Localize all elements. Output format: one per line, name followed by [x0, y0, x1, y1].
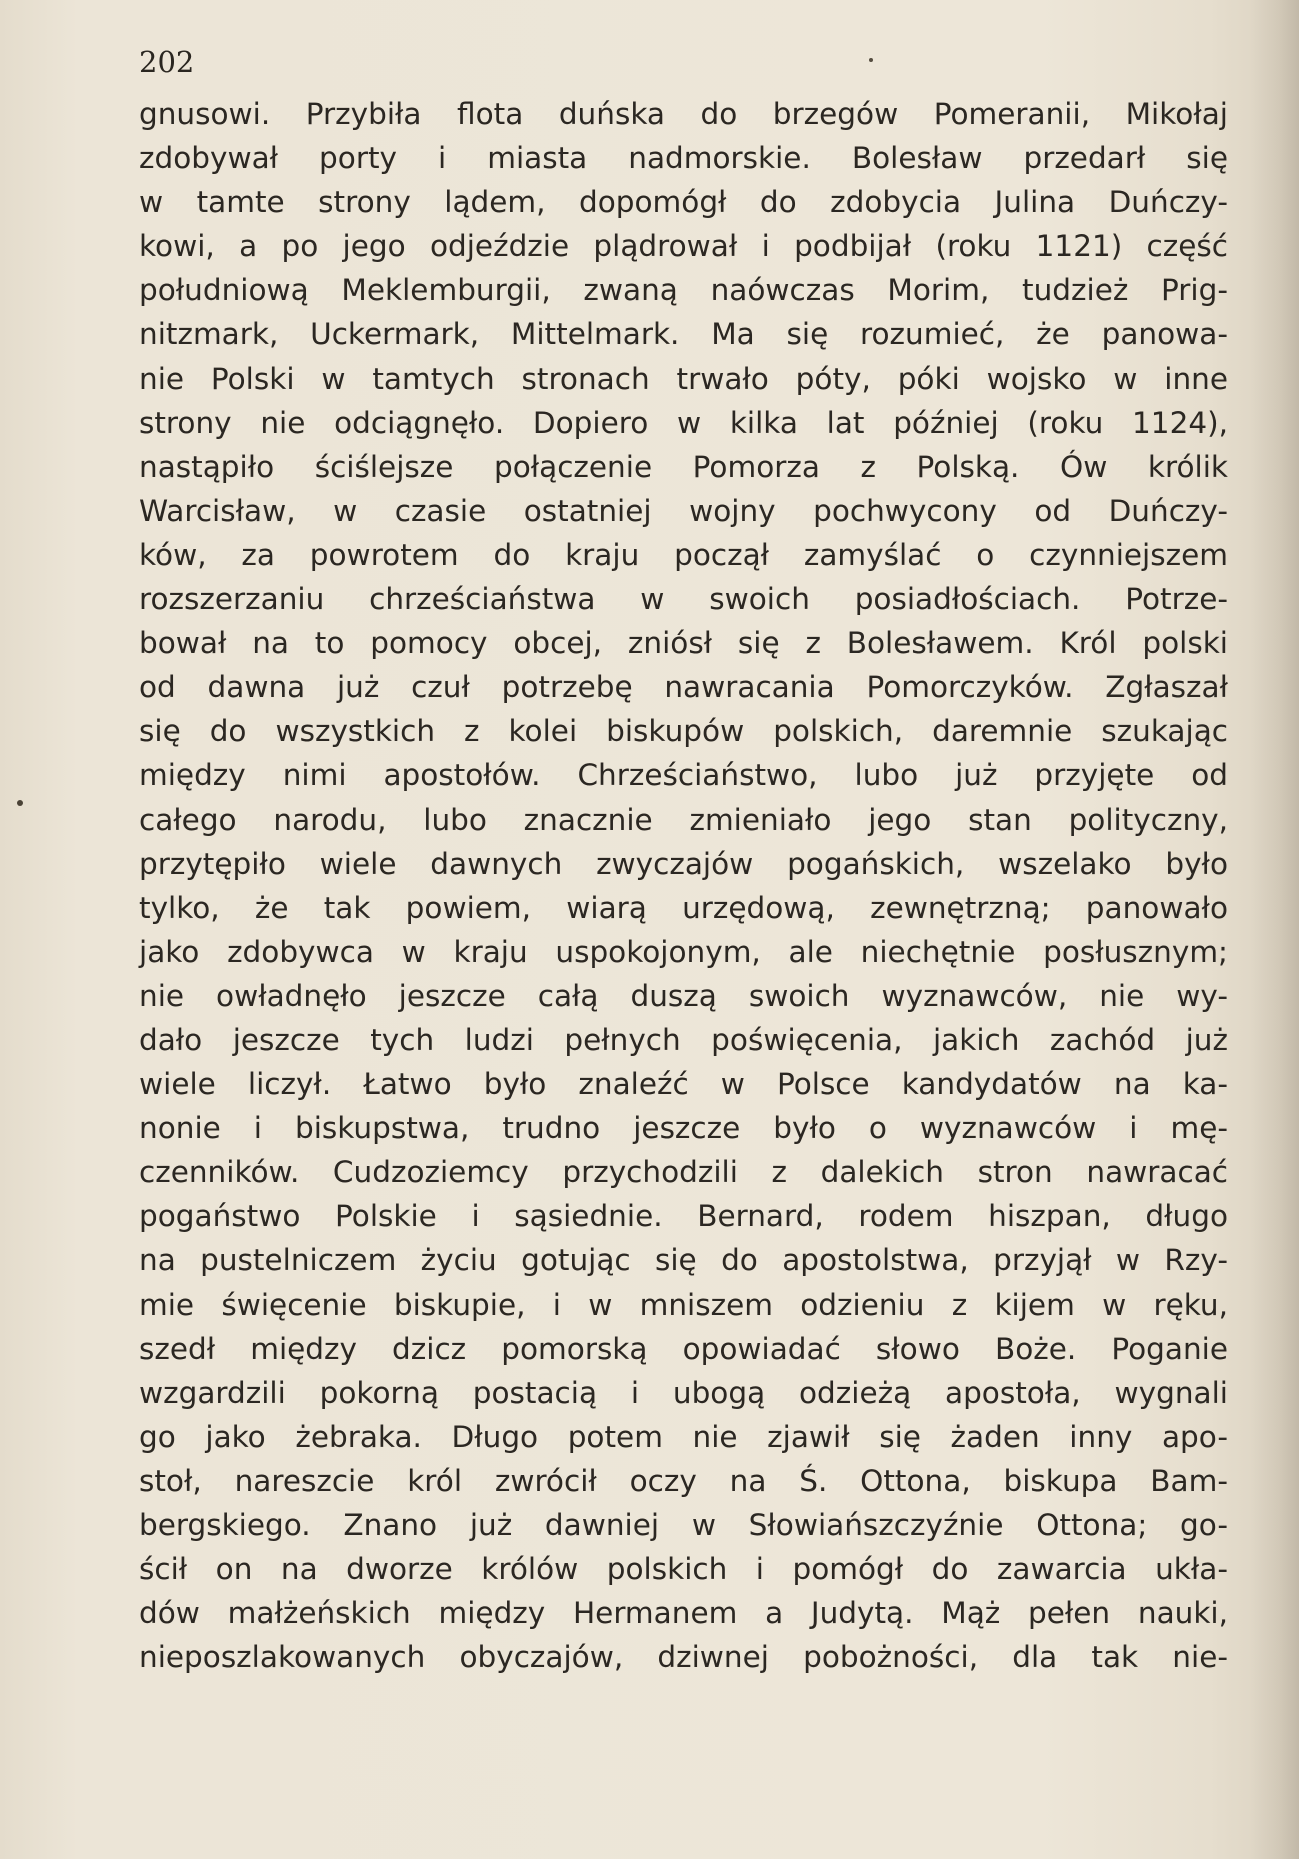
text-line: nie owładnęło jeszcze całą duszą swoich wyznawców, nie wy- [139, 978, 1228, 1013]
text-line: nie Polski w tamtych stronach trwało póty, póki wojsko w inne [139, 361, 1228, 396]
text-line: tylko, że tak powiem, wiarą urzędową, zewnętrzną; panowało [139, 890, 1228, 925]
text-line: mie święcenie biskupie, i w mniszem odzieniu z kijem w ręku, [139, 1287, 1228, 1322]
text-line: pogaństwo Polskie i sąsiednie. Bernard, rodem hiszpan, długo [139, 1199, 1228, 1234]
text-line: rozszerzaniu chrześciaństwa w swoich posiadłościach. Potrze- [139, 582, 1228, 617]
text-line: od dawna już czuł potrzebę nawracania Pomorczyków. Zgłaszał [139, 670, 1228, 705]
text-line: wiele liczył. Łatwo było znaleźć w Polsce kandydatów na ka- [139, 1067, 1228, 1102]
page-edge-shadow [1249, 0, 1299, 1859]
margin-mark [17, 800, 23, 806]
text-line: wzgardzili pokorną postacią i ubogą odzieżą apostoła, wygnali [139, 1375, 1228, 1410]
print-speck [869, 58, 873, 62]
page-number: 202 [139, 45, 195, 79]
text-line: go jako żebraka. Długo potem nie zjawił się żaden inny apo- [139, 1419, 1228, 1454]
text-line: jako zdobywca w kraju uspokojonym, ale niechętnie posłusznym; [139, 934, 1228, 969]
body-text [139, 92, 1228, 1679]
text-line: bergskiego. Znano już dawniej w Słowiańszczyźnie Ottona; go- [139, 1508, 1228, 1542]
text-line: gnusowi. Przybiła flota duńska do brzegów Pomeranii, Mikołaj [139, 97, 1228, 131]
text-line: nonie i biskupstwa, trudno jeszcze było o wyznawców i mę- [139, 1111, 1228, 1146]
text-line: południową Meklemburgii, zwaną naówczas Morim, tudzież Prig- [139, 273, 1228, 308]
text-line: całego narodu, lubo znacznie zmieniało jego stan polityczny, [139, 802, 1228, 837]
text-line: w tamte strony lądem, dopomógł do zdobycia Julina Duńczy- [139, 185, 1228, 220]
text-line: dało jeszcze tych ludzi pełnych poświęcenia, jakich zachód już [139, 1022, 1228, 1057]
text-line: się do wszystkich z kolei biskupów polskich, daremnie szukając [139, 714, 1228, 749]
text-line: nastąpiło ściślejsze połączenie Pomorza z Polską. Ów królik [139, 449, 1228, 484]
text-line: bował na to pomocy obcej, zniósł się z Bolesławem. Król polski [139, 626, 1228, 661]
text-line: na pustelniczem życiu gotując się do apostolstwa, przyjął w Rzy- [139, 1243, 1228, 1278]
text-line: dów małżeńskich między Hermanem a Judytą. Mąż pełen nauki, [139, 1596, 1228, 1631]
text-line: ków, za powrotem do kraju począł zamyślać o czynniejszem [139, 537, 1228, 572]
text-line: ścił on na dworze królów polskich i pomógł do zawarcia ukła- [139, 1552, 1228, 1587]
text-line: szedł między dzicz pomorską opowiadać słowo Boże. Poganie [139, 1331, 1228, 1366]
text-line: strony nie odciągnęło. Dopiero w kilka lat później (roku 1124), [139, 405, 1228, 440]
text-line: nieposzlakowanych obyczajów, dziwnej pobożności, dla tak nie- [139, 1640, 1228, 1675]
text-line: kowi, a po jego odjeździe plądrował i podbijał (roku 1121) część [139, 229, 1228, 264]
text-line: nitzmark, Uckermark, Mittelmark. Ma się rozumieć, że panowa- [139, 317, 1228, 352]
text-line: czenników. Cudzoziemcy przychodzili z dalekich stron nawracać [139, 1155, 1228, 1190]
text-line: stoł, nareszcie król zwrócił oczy na Ś. Ottona, biskupa Bam- [139, 1463, 1228, 1498]
text-line: zdobywał porty i miasta nadmorskie. Bolesław przedarł się [139, 141, 1228, 176]
text-line: przytępiło wiele dawnych zwyczajów pogańskich, wszelako było [139, 846, 1228, 881]
text-line: między nimi apostołów. Chrześciaństwo, lubo już przyjęte od [139, 758, 1228, 793]
text-line: Warcisław, w czasie ostatniej wojny pochwycony od Duńczy- [139, 493, 1228, 528]
